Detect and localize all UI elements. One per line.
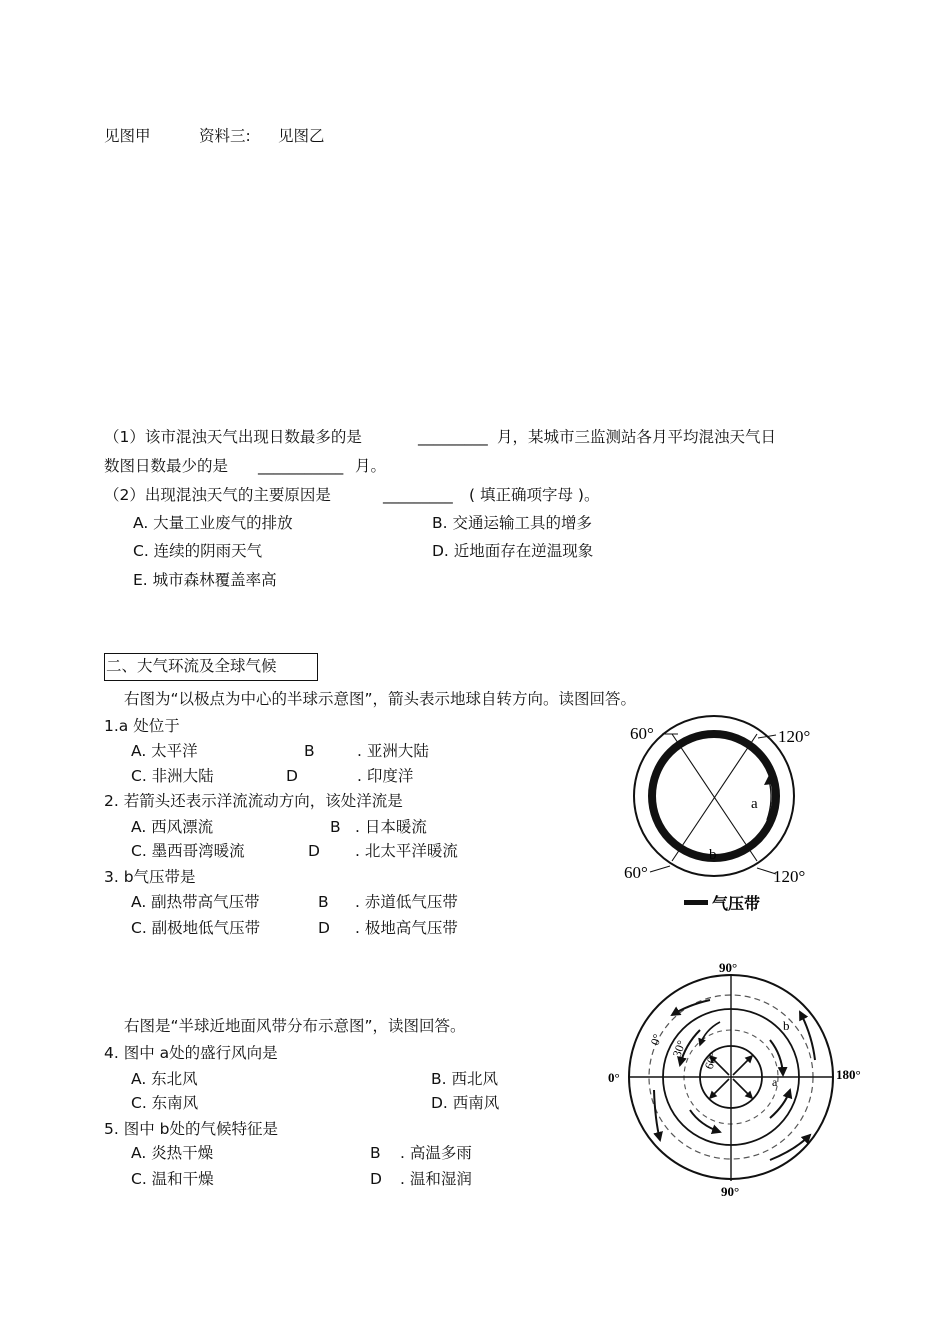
polar-arrow-se: [733, 1079, 752, 1098]
label-90-bottom: 90°: [721, 1184, 740, 1199]
s2-q3-c: C. 副极地低气压带: [131, 919, 261, 937]
section-title: 二、大气环流及全球气候: [106, 657, 277, 675]
option-a: A. 大量工业废气的排放: [133, 514, 293, 532]
option-e: E. 城市森林覆盖率高: [133, 571, 277, 589]
s2-q2-d: . 北太平洋暖流: [355, 842, 458, 860]
s2-q1: 1.a 处位于: [104, 717, 180, 735]
s2-q3-a: A. 副热带高气压带: [131, 893, 260, 911]
polar-arrow-sw: [710, 1079, 729, 1098]
label-lat-0: 0°: [647, 1032, 665, 1048]
s2-q4-b: B. 西北风: [431, 1070, 498, 1088]
q1-text-c: 数图日数最少的是: [104, 457, 229, 475]
option-d: D. 近地面存在逆温现象: [432, 542, 594, 560]
q2-text-b: ( 填正确项字母 )。: [469, 486, 600, 504]
material-three-label: 资料三:: [199, 127, 251, 145]
trade-arrow-3: [654, 1090, 660, 1140]
s2-q1-b-letter: B: [304, 742, 315, 760]
s2-q5-c: C. 温和干燥: [131, 1170, 214, 1188]
s2-q1-d: . 印度洋: [357, 767, 414, 785]
s2-q2-d-letter: D: [308, 842, 320, 860]
s2-q1-c: C. 非洲大陆: [131, 767, 214, 785]
q1-text-a: （1）该市混浊天气出现日数最多的是: [104, 428, 362, 446]
s2-q3-b-letter: B: [318, 893, 329, 911]
trade-arrow-1: [672, 1000, 710, 1015]
q1-text-b: 月，某城市三监测站各月平均混浊天气日: [497, 428, 777, 446]
q1-blank-2: ___________: [258, 457, 344, 475]
label-120-bottom: 120°: [773, 867, 806, 886]
label-a: a: [772, 1075, 778, 1089]
s2-q2-c: C. 墨西哥湾暖流: [131, 842, 245, 860]
s2-q3-d-letter: D: [318, 919, 330, 937]
option-c: C. 连续的阴雨天气: [133, 542, 263, 560]
s2-q4-c: C. 东南风: [131, 1094, 199, 1112]
westerly-arrow-4: [770, 1090, 790, 1118]
label-lat-60: 60°: [701, 1050, 721, 1072]
s2-q3-d: . 极地高气压带: [355, 919, 458, 937]
s2-q5-a: A. 炎热干燥: [131, 1144, 214, 1162]
label-lat-30: 30°: [669, 1038, 689, 1060]
s2-q1-b: . 亚洲大陆: [357, 742, 429, 760]
s2-q5-b: . 高温多雨: [400, 1144, 472, 1162]
q2-blank: _________: [383, 486, 453, 504]
s2-q2-a: A. 西风漂流: [131, 818, 214, 836]
label-120-top: 120°: [778, 727, 811, 746]
ref-figure-b: 见图乙: [278, 127, 325, 145]
s2-q2: 2. 若箭头还表示洋流流动方向，该处洋流是: [104, 792, 403, 810]
s2-q2-b: . 日本暖流: [355, 818, 427, 836]
intro-1: 右图为“以极点为中心的半球示意图”，箭头表示地球自转方向。读图回答。: [124, 690, 637, 708]
s2-q1-a: A. 太平洋: [131, 742, 198, 760]
label-b: b: [709, 847, 717, 863]
westerly-arrow-3: [690, 1110, 720, 1132]
s2-q5-b-letter: B: [370, 1144, 381, 1162]
wind-belt-figure: [604, 958, 864, 1208]
pressure-belt-figure: [618, 718, 818, 918]
polar-easterly-arrow: [700, 1022, 720, 1045]
s2-q4-a: A. 东北风: [131, 1070, 198, 1088]
s2-q4-d: D. 西南风: [431, 1094, 500, 1112]
s2-q5-d-letter: D: [370, 1170, 382, 1188]
s2-q5-d: . 温和湿润: [400, 1170, 472, 1188]
q1-text-d: 月。: [355, 457, 387, 475]
label-a: a: [751, 796, 758, 812]
q2-text-a: （2）出现混浊天气的主要原因是: [104, 486, 331, 504]
leader-bl: [650, 866, 670, 872]
legend-swatch: [684, 900, 708, 905]
s2-q3-b: . 赤道低气压带: [355, 893, 458, 911]
option-b: B. 交通运输工具的增多: [432, 514, 592, 532]
intro-2: 右图是“半球近地面风带分布示意图”，读图回答。: [124, 1017, 466, 1035]
s2-q3: 3. b气压带是: [104, 868, 196, 886]
westerly-arrow-2: [770, 1040, 783, 1075]
s2-q4: 4. 图中 a处的盛行风向是: [104, 1044, 278, 1062]
label-0-left: 0°: [608, 1070, 620, 1085]
label-b: b: [783, 1018, 790, 1033]
label-90-top: 90°: [719, 960, 738, 975]
s2-q5: 5. 图中 b处的气候特征是: [104, 1120, 278, 1138]
ref-figure-a: 见图甲: [104, 127, 151, 145]
label-60-bottom: 60°: [624, 863, 648, 882]
label-60-top: 60°: [630, 724, 654, 743]
label-180-right: 180°: [836, 1067, 861, 1082]
legend-label: 气压带: [712, 894, 761, 913]
polar-arrow-ne: [733, 1056, 752, 1075]
s2-q2-b-letter: B: [330, 818, 341, 836]
q1-blank-1: _________: [418, 428, 488, 446]
s2-q1-d-letter: D: [286, 767, 298, 785]
